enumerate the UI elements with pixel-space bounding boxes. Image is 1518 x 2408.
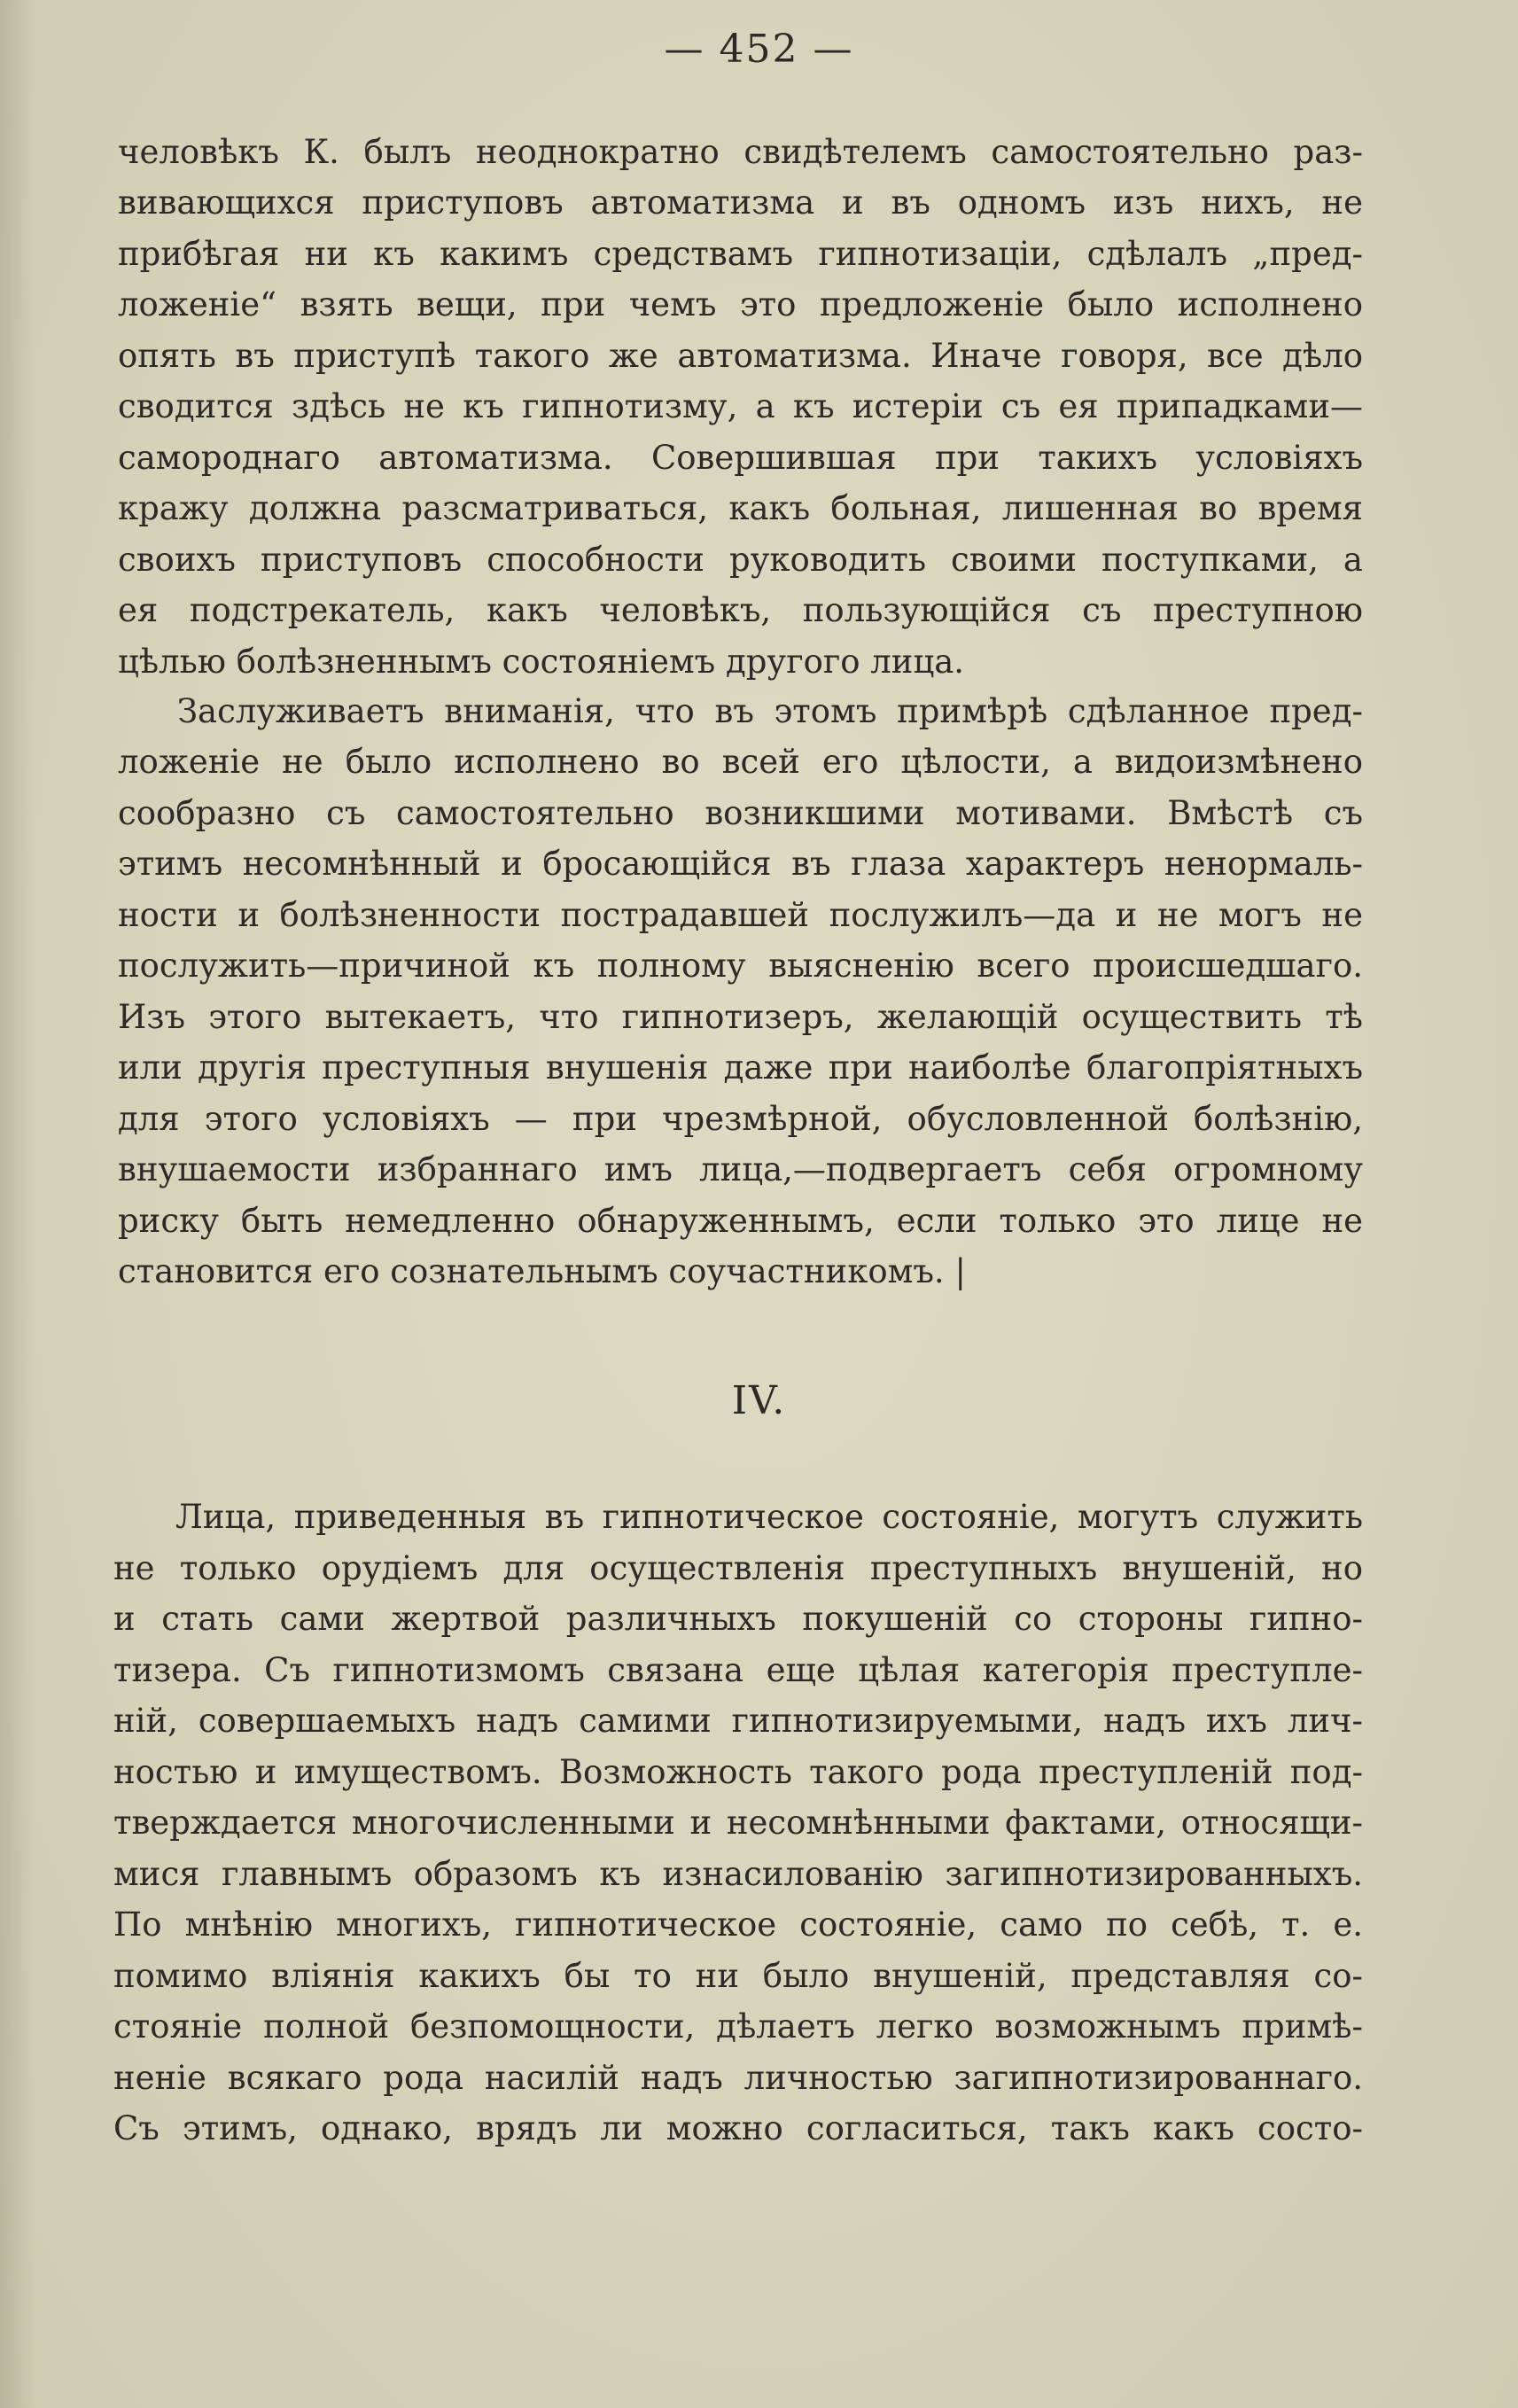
text-line: ности и болѣзненности пострадавшей послужилъ—да и не могъ не <box>118 896 1363 934</box>
text-line: и стать сами жертвой различныхъ покушеній со стороны гипно- <box>113 1600 1363 1638</box>
text-line: тверждается многочисленными и несомнѣнными фактами, относящи- <box>113 1804 1363 1842</box>
text-line: сообразно съ самостоятельно возникшими мотивами. Вмѣстѣ съ <box>118 794 1363 832</box>
text-line: ложеніе“ взять вещи, при чемъ это предложеніе было исполнено <box>118 285 1363 323</box>
text-line: этимъ несомнѣнный и бросающійся въ глаза характеръ ненормаль- <box>118 845 1363 883</box>
text-line: прибѣгая ни къ какимъ средствамъ гипнотизаціи, сдѣлалъ „пред- <box>118 235 1363 273</box>
text-line: человѣкъ К. былъ неоднократно свидѣтелемъ самостоятельно раз- <box>118 133 1363 171</box>
page-number: — 452 — <box>664 27 854 72</box>
page-edge-shadow <box>0 0 35 2408</box>
text-line: становится его сознательнымъ соучастникомъ. | <box>118 1252 966 1290</box>
text-line: ея подстрекатель, какъ человѣкъ, пользующійся съ преступною <box>118 591 1363 629</box>
text-line: помимо вліянія какихъ бы то ни было внушеній, представляя со- <box>113 1957 1363 1995</box>
text-line: По мнѣнію многихъ, гипнотическое состояніе, само по себѣ, т. е. <box>113 1905 1363 1944</box>
text-line: ній, совершаемыхъ надъ самими гипнотизируемыми, надъ ихъ лич- <box>113 1702 1363 1740</box>
text-line: ностью и имуществомъ. Возможность такого рода преступленій под- <box>113 1753 1363 1791</box>
text-line: не только орудіемъ для осуществленія преступныхъ внушеній, но <box>113 1549 1363 1587</box>
text-line: тизера. Съ гипнотизмомъ связана еще цѣлая категорія преступле- <box>113 1651 1363 1689</box>
text-line: или другія преступныя внушенія даже при наиболѣе благопріятныхъ <box>118 1048 1363 1087</box>
text-line: своихъ приступовъ способности руководить своими поступками, а <box>118 541 1363 579</box>
text-line: мися главнымъ образомъ къ изнасилованію загипнотизированныхъ. <box>113 1855 1363 1893</box>
text-line: опять въ приступѣ такого же автоматизма. Иначе говоря, все дѣло <box>118 337 1363 375</box>
section-heading: IV. <box>731 1378 787 1423</box>
text-line: Заслуживаетъ вниманія, что въ этомъ примѣрѣ сдѣланное пред- <box>177 692 1363 730</box>
text-line: для этого условіяхъ — при чрезмѣрной, обусловленной болѣзнію, <box>118 1100 1363 1138</box>
text-line: вивающихся приступовъ автоматизма и въ одномъ изъ нихъ, не <box>118 183 1363 222</box>
text-line: цѣлью болѣзненнымъ состояніемъ другого лица. <box>118 643 965 681</box>
text-line: неніе всякаго рода насилій надъ личностью загипнотизированнаго. <box>113 2059 1363 2097</box>
text-line: сводится здѣсь не къ гипнотизму, а къ истеріи съ ея припадками— <box>118 387 1363 425</box>
text-line: ложеніе не было исполнено во всей его цѣлости, а видоизмѣнено <box>118 743 1363 781</box>
text-line: внушаемости избраннаго имъ лица,—подвергаетъ себя огромному <box>118 1150 1363 1188</box>
text-line: стояніе полной безпомощности, дѣлаетъ легко возможнымъ примѣ- <box>113 2007 1363 2046</box>
text-line: Съ этимъ, однако, врядъ ли можно согласиться, такъ какъ состо- <box>113 2109 1363 2147</box>
text-line: послужить—причиной къ полному выясненію всего происшедшаго. <box>118 947 1363 985</box>
text-line: самороднаго автоматизма. Совершившая при такихъ условіяхъ <box>118 439 1363 477</box>
text-line: риску быть немедленно обнаруженнымъ, если только это лице не <box>118 1202 1363 1240</box>
text-line: кражу должна разсматриваться, какъ больная, лишенная во время <box>118 489 1363 527</box>
text-line: Лица, приведенныя въ гипнотическое состояніе, могутъ служить <box>175 1498 1363 1536</box>
text-line: Изъ этого вытекаетъ, что гипнотизеръ, желающій осуществить тѣ <box>118 998 1363 1036</box>
